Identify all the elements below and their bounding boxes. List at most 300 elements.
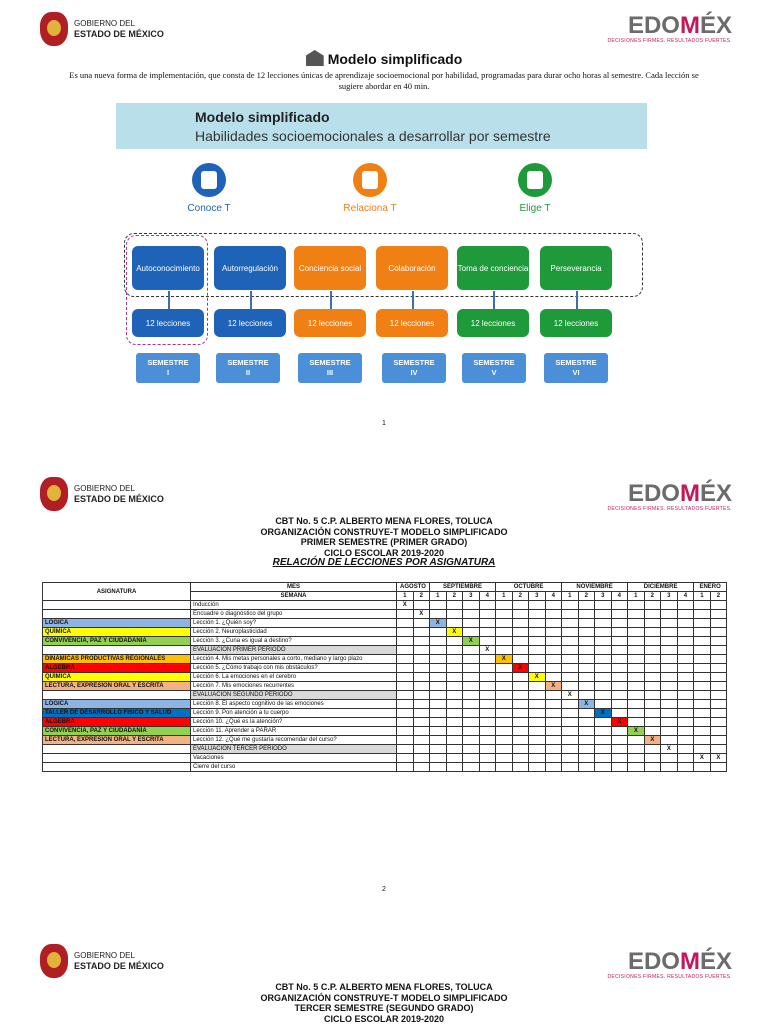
lessons-box: 12 lecciones (376, 309, 448, 337)
week-cell (611, 727, 628, 736)
table-row (43, 601, 727, 610)
week-cell (710, 691, 727, 700)
week-cell: X (694, 754, 711, 763)
week-cell (446, 637, 463, 646)
week-cell (413, 637, 430, 646)
week-cell (446, 718, 463, 727)
week-cell (397, 727, 414, 736)
header-week: 3 (595, 592, 612, 601)
semester-number: III (326, 368, 334, 377)
week-cell (628, 610, 645, 619)
week-cell (661, 655, 678, 664)
week-cell (628, 637, 645, 646)
activity-cell: Vacaciones (191, 754, 397, 763)
org-heading (0, 516, 768, 569)
edomex-logo (608, 950, 732, 980)
header-week: 2 (512, 592, 529, 601)
diagram-subtitle: Habilidades socioemocionales a desarrollar por semestre (195, 128, 551, 144)
week-cell (397, 763, 414, 772)
semester-label: SEMESTRE (309, 358, 351, 367)
org-line: PRIMER SEMESTRE (PRIMER GRADO) (300, 537, 468, 547)
week-cell (529, 637, 546, 646)
subject-cell (43, 754, 191, 763)
week-cell (430, 646, 447, 655)
week-cell (430, 709, 447, 718)
week-cell: X (430, 619, 447, 628)
week-cell: X (446, 628, 463, 637)
week-cell (529, 628, 546, 637)
week-cell (661, 628, 678, 637)
week-cell (446, 664, 463, 673)
week-cell (545, 718, 562, 727)
arrow-down-icon (576, 291, 578, 309)
week-cell (512, 628, 529, 637)
week-cell (578, 637, 595, 646)
semester-label: SEMESTRE (227, 358, 269, 367)
week-cell (595, 619, 612, 628)
week-cell (644, 637, 661, 646)
week-cell (562, 637, 579, 646)
table-row (43, 628, 727, 637)
activity-cell: Lección 4. Mis metas personales a corto, mediano y largo plazo (191, 655, 397, 664)
week-cell (611, 646, 628, 655)
week-cell (628, 628, 645, 637)
week-cell (578, 691, 595, 700)
week-cell (496, 709, 513, 718)
week-cell (446, 646, 463, 655)
week-cell (628, 754, 645, 763)
org-line: TERCER SEMESTRE (SEGUNDO GRADO) (294, 1003, 474, 1013)
week-cell (710, 601, 727, 610)
page-number: 2 (382, 886, 386, 893)
header-week: 2 (446, 592, 463, 601)
week-cell: X (512, 664, 529, 673)
week-cell (710, 637, 727, 646)
week-cell (430, 718, 447, 727)
org-line: ORGANIZACIÓN CONSTRUYE-T MODELO SIMPLIFICADO (260, 526, 508, 537)
week-cell (562, 727, 579, 736)
gov-line-1: GOBIERNO DEL (74, 19, 135, 28)
week-cell (463, 646, 480, 655)
header-week: 4 (479, 592, 496, 601)
week-cell (512, 691, 529, 700)
week-cell: X (611, 718, 628, 727)
week-cell (545, 736, 562, 745)
org-line: CICLO ESCOLAR 2019-2020 (323, 547, 445, 558)
week-cell (512, 655, 529, 664)
week-cell (644, 718, 661, 727)
week-cell (677, 619, 694, 628)
week-cell (644, 619, 661, 628)
week-cell (710, 646, 727, 655)
week-cell (479, 691, 496, 700)
week-cell (496, 664, 513, 673)
gobierno-logo (40, 477, 164, 511)
week-cell (397, 646, 414, 655)
week-cell (595, 745, 612, 754)
week-cell (413, 745, 430, 754)
header-month: SEPTIEMBRE (430, 583, 496, 592)
activity-cell: Lección 11. Aprender a PARAR (191, 727, 397, 736)
week-cell (710, 718, 727, 727)
week-cell (430, 682, 447, 691)
week-cell (611, 691, 628, 700)
header-week: 1 (562, 592, 579, 601)
week-cell (512, 673, 529, 682)
brand-m: M (679, 948, 700, 975)
week-cell (628, 736, 645, 745)
table-row (43, 691, 727, 700)
week-cell (496, 637, 513, 646)
week-cell (628, 655, 645, 664)
week-cell (413, 664, 430, 673)
week-cell (413, 754, 430, 763)
subject-cell: LÓGICA (43, 619, 191, 628)
subject-cell (43, 610, 191, 619)
week-cell (430, 601, 447, 610)
week-cell (677, 745, 694, 754)
table-row (43, 619, 727, 628)
header-month: DICIEMBRE (628, 583, 694, 592)
week-cell (529, 655, 546, 664)
week-cell (430, 700, 447, 709)
week-cell (628, 682, 645, 691)
week-cell (479, 601, 496, 610)
week-cell (446, 700, 463, 709)
week-cell (430, 691, 447, 700)
arrow-down-icon (493, 291, 495, 309)
week-cell (562, 655, 579, 664)
semester-box (298, 353, 362, 383)
week-cell (479, 727, 496, 736)
week-cell (611, 709, 628, 718)
week-cell (397, 664, 414, 673)
subject-cell: LÓGICA (43, 700, 191, 709)
week-cell (496, 646, 513, 655)
brand-tagline: DECISIONES FIRMES. RESULTADOS FUERTES. (607, 974, 732, 980)
table-row (43, 646, 727, 655)
lessons-schedule-table (42, 582, 727, 772)
week-cell (628, 673, 645, 682)
week-cell (413, 709, 430, 718)
week-cell (397, 673, 414, 682)
week-cell (512, 745, 529, 754)
header-week: 3 (661, 592, 678, 601)
week-cell (479, 763, 496, 772)
lessons-box: 12 lecciones (294, 309, 366, 337)
week-cell (529, 646, 546, 655)
brand-m: M (679, 480, 700, 507)
week-cell (677, 628, 694, 637)
activity-cell: Lección 7. Mis emociones recurrentes (191, 682, 397, 691)
week-cell (496, 628, 513, 637)
week-cell (479, 610, 496, 619)
activity-cell: Lección 2. Neuroplasticidad (191, 628, 397, 637)
week-cell (463, 700, 480, 709)
week-cell (496, 700, 513, 709)
week-cell (677, 682, 694, 691)
week-cell (694, 709, 711, 718)
header-week: 1 (430, 592, 447, 601)
week-cell (710, 727, 727, 736)
week-cell (595, 610, 612, 619)
week-cell (644, 664, 661, 673)
week-cell (463, 736, 480, 745)
choice-icon (518, 163, 552, 197)
semester-box (216, 353, 280, 383)
week-cell (694, 682, 711, 691)
week-cell (578, 682, 595, 691)
brand-pre: EDO (627, 480, 680, 507)
week-cell (512, 682, 529, 691)
week-cell (578, 610, 595, 619)
week-cell (529, 736, 546, 745)
week-cell (644, 745, 661, 754)
week-cell (595, 736, 612, 745)
week-cell (611, 619, 628, 628)
week-cell (446, 673, 463, 682)
header-week: 1 (397, 592, 414, 601)
week-cell (578, 601, 595, 610)
week-cell (611, 637, 628, 646)
week-cell (661, 736, 678, 745)
gov-line-2: ESTADO DE MÉXICO (74, 494, 164, 504)
week-cell (628, 709, 645, 718)
gov-line-1: GOBIERNO DEL (74, 951, 135, 960)
week-cell (545, 700, 562, 709)
week-cell (595, 682, 612, 691)
week-cell (545, 745, 562, 754)
header-week: 2 (578, 592, 595, 601)
week-cell (595, 628, 612, 637)
week-cell (545, 628, 562, 637)
week-cell (562, 718, 579, 727)
edomex-logo (608, 14, 732, 44)
header-month: OCTUBRE (496, 583, 562, 592)
week-cell (463, 673, 480, 682)
week-cell (496, 601, 513, 610)
diagram-header (116, 103, 647, 149)
week-cell (397, 736, 414, 745)
week-cell (512, 700, 529, 709)
week-cell (611, 745, 628, 754)
week-cell (529, 700, 546, 709)
week-cell (677, 736, 694, 745)
week-cell (710, 619, 727, 628)
week-cell (529, 763, 546, 772)
week-cell (463, 610, 480, 619)
header-week: 3 (463, 592, 480, 601)
week-cell (644, 610, 661, 619)
week-cell (694, 763, 711, 772)
week-cell (644, 709, 661, 718)
week-cell: X (644, 736, 661, 745)
week-cell (694, 700, 711, 709)
week-cell (512, 763, 529, 772)
week-cell (661, 718, 678, 727)
week-cell (463, 664, 480, 673)
week-cell (710, 736, 727, 745)
week-cell (397, 619, 414, 628)
week-cell (644, 763, 661, 772)
week-cell (545, 727, 562, 736)
intro-paragraph: Es una nueva forma de implementación, que consta de 12 lecciones únicas de aprendizaje socioemocional por habilidad, programadas para durar ocho horas al semestre. Cada lección se sugiere abordar en 40 min. (69, 70, 699, 91)
week-cell (644, 754, 661, 763)
page-title-text: Modelo simplificado (327, 51, 463, 67)
table-row (43, 673, 727, 682)
week-cell (694, 691, 711, 700)
week-cell (661, 727, 678, 736)
week-cell (479, 736, 496, 745)
week-cell (397, 610, 414, 619)
week-cell (529, 610, 546, 619)
week-cell (479, 619, 496, 628)
week-cell (562, 736, 579, 745)
week-cell (529, 754, 546, 763)
week-cell (562, 745, 579, 754)
week-cell (413, 601, 430, 610)
week-cell (578, 628, 595, 637)
week-cell (694, 619, 711, 628)
semester-label: SEMESTRE (473, 358, 515, 367)
week-cell (661, 682, 678, 691)
week-cell (479, 673, 496, 682)
week-cell (463, 727, 480, 736)
week-cell (710, 610, 727, 619)
week-cell (644, 673, 661, 682)
table-row (43, 718, 727, 727)
week-cell (595, 727, 612, 736)
category-relaciona (320, 163, 420, 214)
week-cell (611, 664, 628, 673)
week-cell: X (463, 637, 480, 646)
week-cell (694, 601, 711, 610)
week-cell (628, 763, 645, 772)
week-cell (479, 637, 496, 646)
week-cell (397, 655, 414, 664)
week-cell: X (578, 700, 595, 709)
week-cell (397, 691, 414, 700)
page-number: 1 (382, 420, 386, 427)
activity-cell: Lección 6. La emociones en el cerebro (191, 673, 397, 682)
week-cell (463, 709, 480, 718)
week-cell (677, 601, 694, 610)
week-cell (694, 718, 711, 727)
week-cell (578, 754, 595, 763)
people-icon (192, 163, 226, 197)
week-cell (545, 610, 562, 619)
model-diagram (116, 103, 647, 393)
week-cell (677, 664, 694, 673)
week-cell (694, 628, 711, 637)
table-row (43, 700, 727, 709)
week-cell (578, 736, 595, 745)
week-cell (413, 763, 430, 772)
week-cell (413, 646, 430, 655)
semester-box (462, 353, 526, 383)
week-cell (463, 682, 480, 691)
activity-cell: Lección 5. ¿Cómo trabajo con mis obstáculos? (191, 664, 397, 673)
week-cell: X (628, 727, 645, 736)
subject-cell (43, 646, 191, 655)
week-cell (611, 601, 628, 610)
state-seal-icon (40, 12, 68, 46)
week-cell (661, 763, 678, 772)
gobierno-logo (40, 12, 164, 46)
week-cell (595, 718, 612, 727)
week-cell (496, 754, 513, 763)
week-cell (413, 691, 430, 700)
week-cell (595, 700, 612, 709)
semester-label: SEMESTRE (393, 358, 435, 367)
header-mes: MES (191, 583, 397, 592)
week-cell (496, 763, 513, 772)
week-cell (512, 718, 529, 727)
semester-box (382, 353, 446, 383)
activity-cell: Cierre del curso (191, 763, 397, 772)
activity-cell: EVALUACIÓN PRIMER PERIODO (191, 646, 397, 655)
week-cell (430, 664, 447, 673)
week-cell (562, 628, 579, 637)
week-cell (578, 673, 595, 682)
week-cell (677, 763, 694, 772)
week-cell (710, 682, 727, 691)
week-cell (611, 682, 628, 691)
activity-cell: EVALUACIÓN SEGUNDO PERIODO (191, 691, 397, 700)
semester-number: V (491, 368, 497, 377)
week-cell (710, 745, 727, 754)
week-cell (578, 763, 595, 772)
category-label: Relaciona T (343, 203, 397, 214)
subject-cell: LECTURA, EXPRESIÓN ORAL Y ESCRITA (43, 736, 191, 745)
week-cell (562, 601, 579, 610)
week-cell (611, 628, 628, 637)
week-cell (545, 754, 562, 763)
header-month: NOVIEMBRE (562, 583, 628, 592)
week-cell (479, 664, 496, 673)
week-cell (529, 664, 546, 673)
gov-line-1: GOBIERNO DEL (74, 484, 135, 493)
header-week: 4 (545, 592, 562, 601)
week-cell (694, 673, 711, 682)
week-cell (661, 637, 678, 646)
week-cell (611, 763, 628, 772)
week-cell (413, 682, 430, 691)
week-cell: X (413, 610, 430, 619)
week-cell (529, 619, 546, 628)
week-cell (677, 754, 694, 763)
week-cell (677, 700, 694, 709)
header-week: 2 (644, 592, 661, 601)
network-icon (353, 163, 387, 197)
subject-cell: LECTURA, EXPRESIÓN ORAL Y ESCRITA (43, 682, 191, 691)
week-cell (545, 763, 562, 772)
week-cell (512, 709, 529, 718)
semester-number: I (166, 368, 170, 377)
skill-box: Conciencia social (294, 246, 366, 290)
week-cell (710, 709, 727, 718)
week-cell (595, 763, 612, 772)
brand-post: ÉX (699, 480, 732, 507)
week-cell (545, 619, 562, 628)
week-cell (512, 619, 529, 628)
table-row (43, 610, 727, 619)
week-cell (446, 601, 463, 610)
week-cell (496, 673, 513, 682)
week-cell (611, 655, 628, 664)
brand-post: ÉX (699, 948, 732, 975)
week-cell (397, 637, 414, 646)
